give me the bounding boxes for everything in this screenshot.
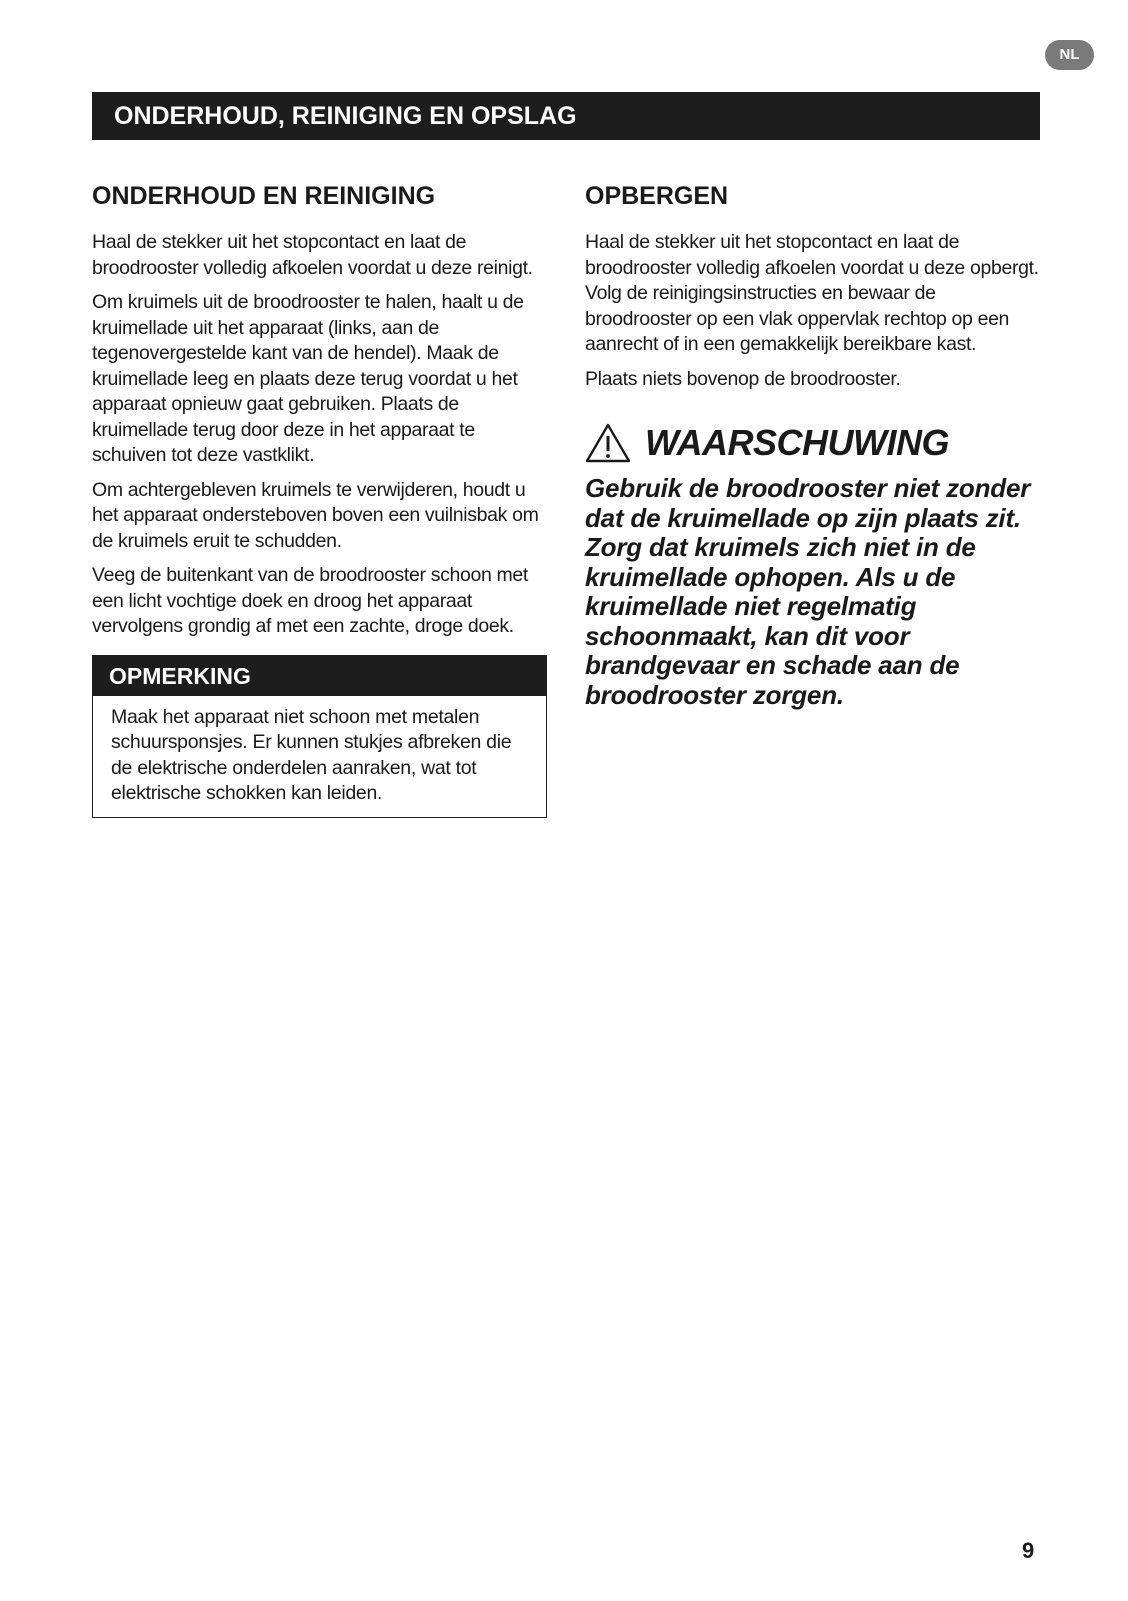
- storage-paragraph: Plaats niets bovenop de broodrooster.: [585, 367, 901, 390]
- note-box: [92, 655, 547, 818]
- storage-paragraph: Haal de stekker uit het stopcontact en laat de broodrooster volledig afkoelen voordat u deze opbergt. Volg de reinigingsinstructies en bewaar de broodrooster op een vlak oppervlak rechtop op een aanrecht of in een gemakkelijk bereikbare kast.: [585, 231, 1039, 355]
- storage-heading: OPBERGEN: [585, 182, 729, 210]
- warning-header: [585, 418, 1043, 468]
- right-column: [585, 178, 1043, 710]
- left-column: [92, 178, 547, 818]
- warning-triangle-icon: [585, 423, 631, 463]
- section-banner-title: ONDERHOUD, REINIGING EN OPSLAG: [92, 92, 1040, 140]
- warning-text: Gebruik de broodrooster niet zonder dat de kruimellade op zijn plaats zit. Zorg dat kruimels zich niet in de kruimellade ophopen. Als u de kruimellade niet regelmatig schoonmaakt, kan dit voor brandgevaar en schade aan de broodrooster zorgen.: [585, 473, 1031, 710]
- maintenance-paragraph: Veeg de buitenkant van de broodrooster schoon met een licht vochtige doek en droog het apparaat vervolgens grondig af met een zachte, droge doek.: [92, 564, 528, 637]
- maintenance-paragraph: Om achtergebleven kruimels te verwijderen, houdt u het apparaat ondersteboven boven een vuilnisbak om de kruimels eruit te schudden.: [92, 478, 539, 552]
- note-title: OPMERKING: [93, 656, 546, 696]
- maintenance-paragraph: Om kruimels uit de broodrooster te halen, haalt u de kruimellade uit het apparaat (links, aan de tegenovergestelde kant van de hendel). Maak de kruimellade leeg en plaats deze terug voordat u het apparaat opnieuw gaat gebruiken. Plaats de kruimellade terug door deze in het apparaat te schuiven tot deze vastklikt.: [92, 291, 524, 466]
- language-badge: NL: [1045, 40, 1094, 70]
- warning-title: WAARSCHUWING: [645, 422, 949, 463]
- maintenance-paragraph: Haal de stekker uit het stopcontact en laat de broodrooster volledig afkoelen voordat u deze reinigt.: [92, 231, 533, 279]
- page-number: 9: [1022, 1538, 1035, 1563]
- note-text: Maak het apparaat niet schoon met metalen schuursponsjes. Er kunnen stukjes afbreken die de elektrische onderdelen aanraken, wat tot elektrische schokken kan leiden.: [111, 705, 512, 804]
- maintenance-heading: ONDERHOUD EN REINIGING: [92, 182, 436, 210]
